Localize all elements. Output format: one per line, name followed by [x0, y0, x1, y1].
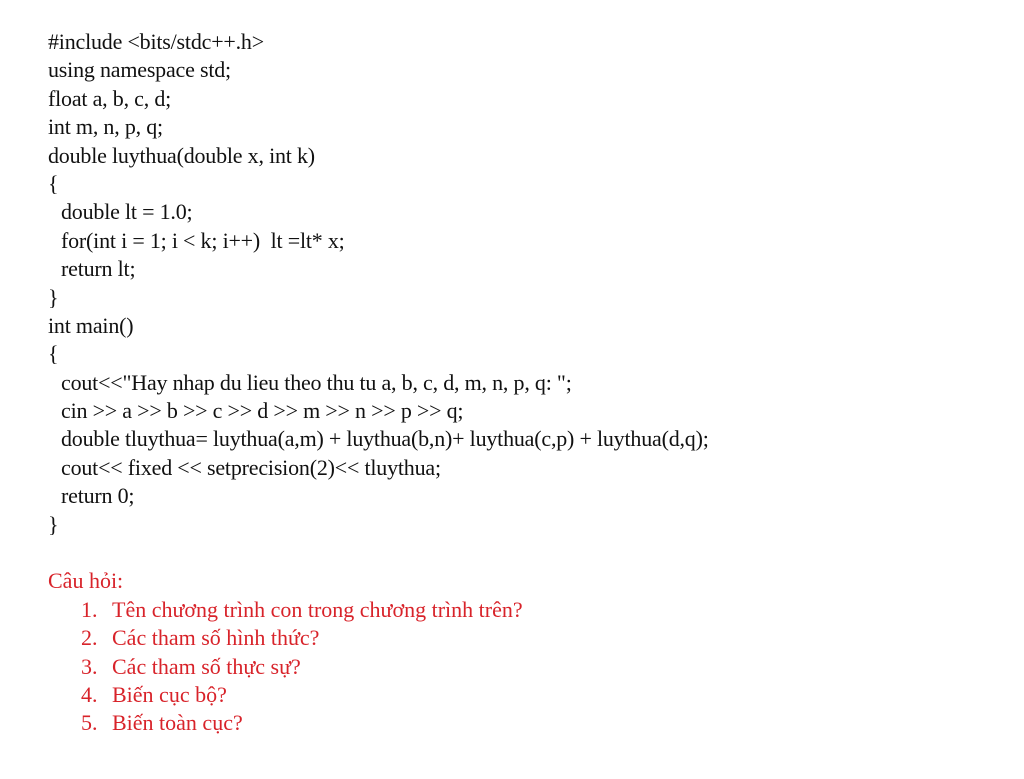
code-line: }	[48, 284, 59, 310]
code-line: {	[48, 341, 59, 367]
spacer	[48, 539, 1008, 567]
list-item-number: 2.	[81, 625, 98, 651]
list-item-text: Biến toàn cục?	[112, 710, 243, 736]
code-line: float a, b, c, d;	[48, 85, 172, 111]
code-line: #include <bits/stdc++.h>	[48, 29, 264, 54]
list-item-number: 1.	[81, 596, 98, 622]
code-line: }	[48, 511, 59, 537]
list-item-text: Biến cục bộ?	[112, 681, 227, 707]
list-item	[48, 709, 1008, 737]
list-item-text: Các tham số hình thức?	[112, 625, 320, 651]
code-line: cout<< fixed << setprecision(2)<< tluythua;	[61, 454, 441, 480]
code-line: cin >> a >> b >> c >> d >> m >> n >> p >> q;	[61, 398, 464, 424]
questions-section	[48, 567, 1008, 737]
list-item-number: 5.	[81, 710, 98, 736]
code-line: using namespace std;	[48, 57, 231, 83]
code-line: return 0;	[61, 483, 135, 509]
list-item-number: 3.	[81, 653, 98, 679]
list-item-text: Tên chương trình con trong chương trình trên?	[112, 596, 523, 622]
list-item	[48, 681, 1008, 709]
list-item	[48, 624, 1008, 652]
questions-heading: Câu hỏi:	[48, 568, 124, 594]
code-line: double luythua(double x, int k)	[48, 142, 315, 168]
code-line: double lt = 1.0;	[61, 199, 193, 225]
code-line: {	[48, 170, 59, 196]
code-line: cout<<"Hay nhap du lieu theo thu tu a, b, c, d, m, n, p, q: ";	[61, 369, 572, 395]
questions-list	[48, 596, 1008, 738]
code-block	[48, 28, 1008, 539]
code-line: int main()	[48, 312, 134, 338]
code-line: int m, n, p, q;	[48, 114, 163, 140]
list-item-number: 4.	[81, 681, 98, 707]
code-line: return lt;	[61, 256, 136, 282]
list-item-text: Các tham số thực sự?	[112, 653, 301, 679]
code-line: double tluythua= luythua(a,m) + luythua(b,n)+ luythua(c,p) + luythua(d,q);	[61, 426, 709, 452]
document-page	[48, 28, 1008, 738]
list-item	[48, 653, 1008, 681]
code-line: for(int i = 1; i < k; i++) lt =lt* x;	[61, 227, 345, 253]
list-item	[48, 596, 1008, 624]
